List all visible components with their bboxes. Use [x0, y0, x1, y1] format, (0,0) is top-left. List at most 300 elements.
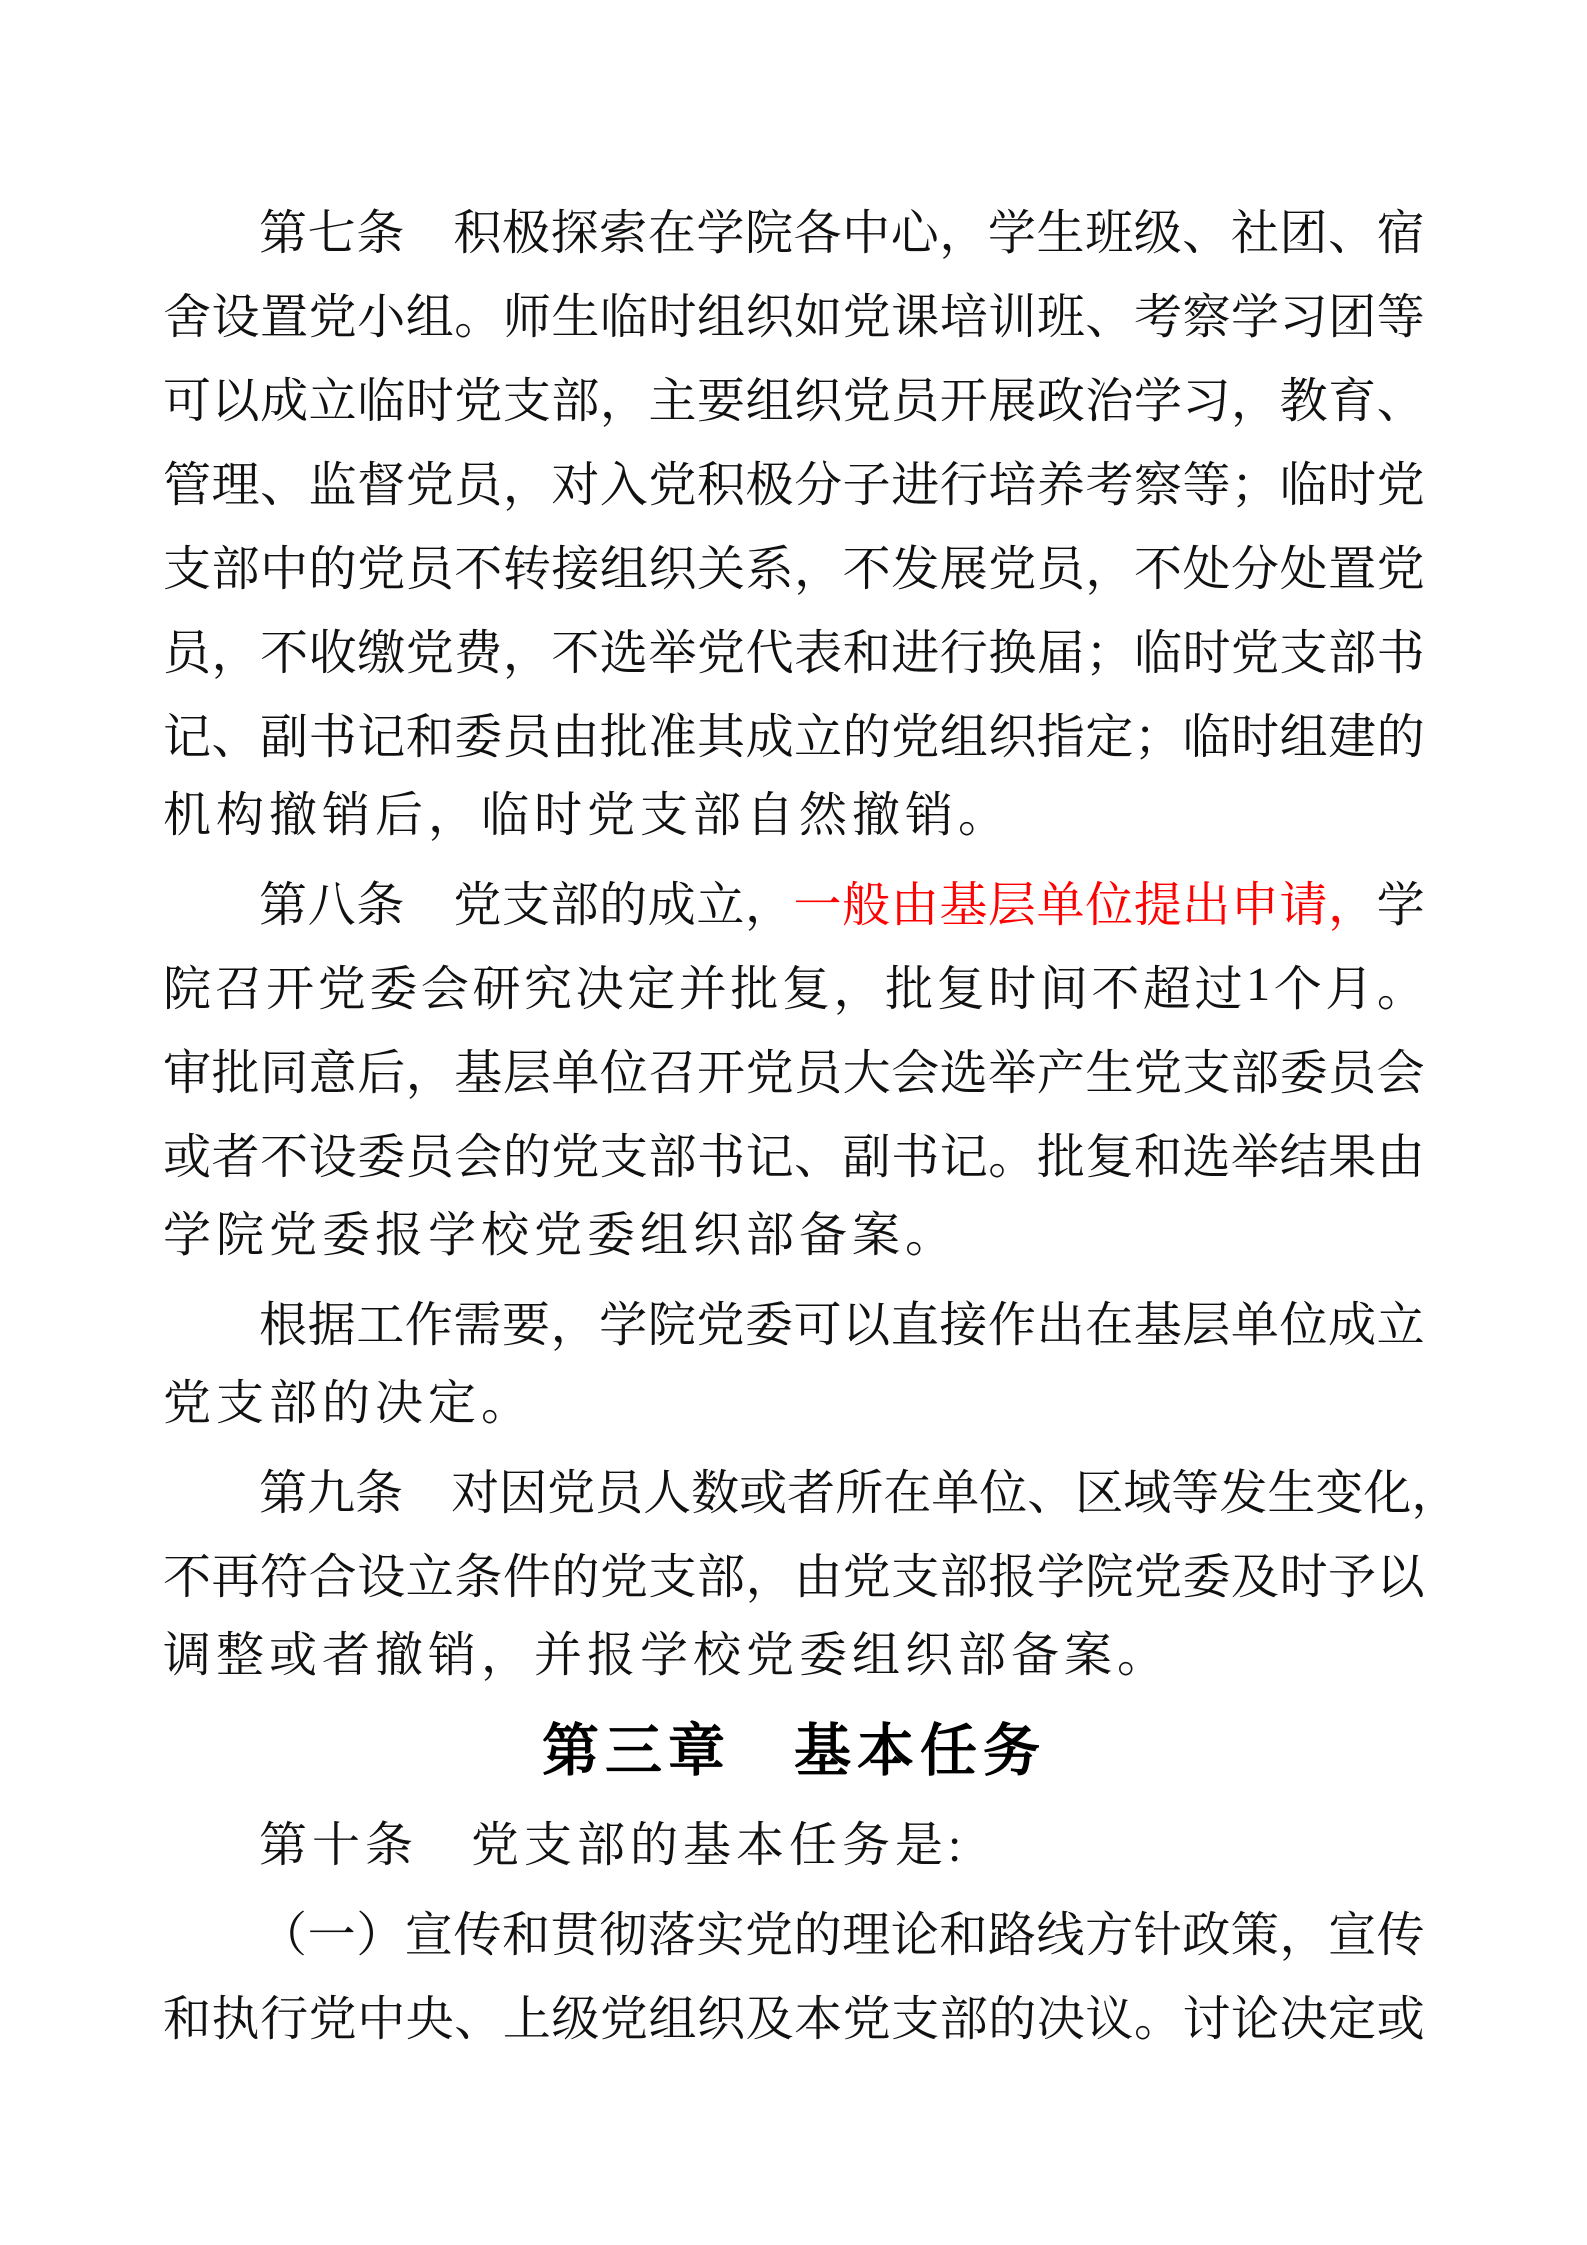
- character: 学: [696, 206, 745, 260]
- character: 举: [1231, 1130, 1280, 1184]
- character: 变: [1315, 1466, 1364, 1520]
- text-line: [163, 1278, 1425, 1362]
- character: 部: [550, 878, 599, 932]
- highlighted-character: 由: [890, 878, 939, 932]
- character: 并: [678, 962, 727, 1016]
- character: 合: [308, 1550, 357, 1604]
- character: 九: [307, 1466, 356, 1520]
- character: 、: [211, 710, 260, 764]
- character: 会: [420, 962, 469, 1016]
- text-segment: 机构撤销后，临时党支部自然撤销。: [163, 789, 1012, 842]
- character: 积: [453, 206, 502, 260]
- character: 和: [405, 710, 454, 764]
- character: 党: [317, 962, 366, 1016]
- character: 员: [1036, 542, 1085, 596]
- character: 员: [454, 458, 503, 512]
- character: 成: [745, 710, 794, 764]
- character: 代: [745, 626, 794, 680]
- character: 究: [524, 962, 573, 1016]
- character: 层: [1182, 1298, 1231, 1352]
- character: 党: [1376, 542, 1425, 596]
- text-line: [163, 1888, 1425, 1972]
- highlighted-character: 层: [987, 878, 1036, 932]
- character: 党: [745, 1046, 794, 1100]
- character: 七: [307, 206, 356, 260]
- character: 讨: [1182, 1992, 1231, 2046]
- character: 书: [308, 710, 357, 764]
- character: 织: [794, 374, 843, 428]
- character: 需: [453, 1298, 502, 1352]
- text-line: [163, 606, 1425, 690]
- character: 直: [890, 1298, 939, 1352]
- character: ，: [1279, 1908, 1328, 1962]
- character: ，: [502, 458, 551, 512]
- character: 织: [648, 542, 697, 596]
- character: 换: [988, 626, 1037, 680]
- character: 决: [1036, 1992, 1085, 2046]
- character: 党: [696, 1298, 745, 1352]
- character: 级: [551, 1992, 600, 2046]
- character: 。: [988, 1130, 1037, 1184]
- character: 作: [404, 1298, 453, 1352]
- character: 训: [988, 290, 1037, 344]
- character: 届: [1036, 626, 1085, 680]
- highlighted-character: 提: [1133, 878, 1182, 932]
- character: 学: [599, 1298, 648, 1352]
- character: 个: [1273, 962, 1322, 1016]
- character: 主: [648, 374, 697, 428]
- character: 支: [1279, 626, 1328, 680]
- character: 立: [1376, 1298, 1425, 1352]
- character: 分: [1231, 542, 1280, 596]
- text-line: [163, 1972, 1425, 2056]
- document-body: [163, 186, 1460, 2056]
- character: 中: [357, 1992, 406, 2046]
- character: ，: [833, 962, 882, 1016]
- character: 和: [939, 1908, 988, 1962]
- text-line: [163, 1026, 1425, 1110]
- character: 处: [1182, 542, 1231, 596]
- character: 党: [599, 1550, 648, 1604]
- character: 等: [1182, 458, 1231, 512]
- character: 在: [1085, 1298, 1134, 1352]
- character: 委: [454, 710, 503, 764]
- text-line: [163, 1530, 1425, 1614]
- character: 党: [357, 542, 406, 596]
- character: 由: [794, 1550, 843, 1604]
- character: 党: [842, 1550, 891, 1604]
- text-line: [163, 186, 1425, 270]
- character: 察: [1182, 290, 1231, 344]
- character: 置: [1328, 542, 1377, 596]
- character: 、: [1182, 206, 1231, 260]
- character: ，: [939, 206, 988, 260]
- highlighted-character: 位: [1085, 878, 1134, 932]
- character: 各: [793, 206, 842, 260]
- character: 开: [697, 1046, 746, 1100]
- text-line: [163, 1446, 1460, 1530]
- highlighted-character: 申: [1230, 878, 1279, 932]
- character: 、: [454, 1992, 503, 2046]
- character: 报: [988, 1550, 1037, 1604]
- character: 育: [1328, 374, 1377, 428]
- character: 党: [1231, 626, 1280, 680]
- character: 中: [260, 542, 309, 596]
- highlighted-character: 般: [842, 878, 891, 932]
- character: 展: [939, 542, 988, 596]
- character: 委: [369, 962, 418, 1016]
- character: 彻: [599, 1908, 648, 1962]
- character: 过: [1194, 962, 1243, 1016]
- character: 成: [647, 878, 696, 932]
- character: 针: [1133, 1908, 1182, 1962]
- character: 监: [308, 458, 357, 512]
- character: 以: [842, 1298, 891, 1352]
- character: 的: [793, 1908, 842, 1962]
- character: 时: [1231, 710, 1280, 764]
- character: 党: [405, 458, 454, 512]
- character: 时: [988, 962, 1037, 1016]
- character: 学: [1133, 374, 1182, 428]
- character: 举: [648, 626, 697, 680]
- character: 院: [647, 1298, 696, 1352]
- text-line: [163, 1110, 1425, 1194]
- character: 进: [891, 458, 940, 512]
- character: 件: [502, 1550, 551, 1604]
- character: 政: [1036, 374, 1085, 428]
- character: 设: [357, 1550, 406, 1604]
- character: 党: [842, 290, 891, 344]
- character: 定: [627, 962, 676, 1016]
- character: 组: [405, 290, 454, 344]
- character: 组: [599, 542, 648, 596]
- character: 党: [551, 1130, 600, 1184]
- character: 宣: [1328, 1908, 1377, 1962]
- character: 临: [1182, 710, 1231, 764]
- character: 不: [551, 626, 600, 680]
- character: 。: [1376, 962, 1425, 1016]
- character: 不: [1091, 962, 1140, 1016]
- character: ，: [1085, 542, 1134, 596]
- character: 予: [1328, 1550, 1377, 1604]
- character: ，: [744, 878, 793, 932]
- character: 心: [890, 206, 939, 260]
- character: ；: [1085, 626, 1134, 680]
- character: 党: [454, 374, 503, 428]
- character: 1: [1246, 957, 1271, 1011]
- character: 员: [163, 626, 212, 680]
- character: 舍: [163, 290, 212, 344]
- character: 培: [939, 290, 988, 344]
- character: 召: [648, 1046, 697, 1100]
- character: ，: [405, 1046, 454, 1100]
- character: 位: [979, 1466, 1028, 1520]
- character: 由: [551, 710, 600, 764]
- character: 区: [1075, 1466, 1124, 1520]
- character: 入: [599, 458, 648, 512]
- character: 的: [308, 542, 357, 596]
- character: 执: [211, 1992, 260, 2046]
- character: 行: [939, 458, 988, 512]
- character: 党: [842, 1992, 891, 2046]
- character: 支: [891, 1550, 940, 1604]
- character: ，: [211, 626, 260, 680]
- character: 小: [357, 290, 406, 344]
- character: 月: [1325, 962, 1374, 1016]
- character: 部: [648, 1130, 697, 1184]
- character: 中: [842, 206, 891, 260]
- character: 会: [1376, 1046, 1425, 1100]
- character: 党: [453, 878, 502, 932]
- character: 开: [939, 374, 988, 428]
- character: 时: [405, 374, 454, 428]
- character: 支: [501, 878, 550, 932]
- character: 分: [794, 458, 843, 512]
- character: 批: [730, 962, 779, 1016]
- character: 部: [551, 374, 600, 428]
- character: 。: [1133, 1992, 1182, 2046]
- character: 由: [1376, 1130, 1425, 1184]
- text-line: [163, 1614, 1425, 1698]
- character: 可: [163, 374, 212, 428]
- character: 处: [1279, 542, 1328, 596]
- character: 积: [697, 458, 746, 512]
- character: 论: [1231, 1992, 1280, 2046]
- text-segment: 学院党委报学校党委组织部备案。: [163, 1209, 959, 1262]
- character: 及: [1231, 1550, 1280, 1604]
- character: 的: [599, 878, 648, 932]
- highlighted-character: 基: [939, 878, 988, 932]
- character: 考: [1085, 458, 1134, 512]
- character: 、: [1328, 206, 1377, 260]
- character: 时: [1328, 458, 1377, 512]
- character: 、: [1027, 1466, 1076, 1520]
- highlighted-character: 一: [793, 878, 842, 932]
- text-line: [163, 522, 1425, 606]
- text-line: [163, 690, 1425, 774]
- text-line: [163, 1362, 1425, 1446]
- character: 极: [745, 458, 794, 512]
- character: 支: [1182, 1046, 1231, 1100]
- highlighted-character: ，: [1328, 878, 1377, 932]
- character: 路: [987, 1908, 1036, 1962]
- character: 费: [454, 626, 503, 680]
- character: 临: [357, 374, 406, 428]
- character: 党: [547, 1466, 596, 1520]
- character: 书: [1376, 626, 1425, 680]
- character: ，: [550, 1298, 599, 1352]
- character: 行: [260, 1992, 309, 2046]
- character: 支: [599, 1130, 648, 1184]
- character: 党: [697, 626, 746, 680]
- character: 超: [1142, 962, 1191, 1016]
- character: 线: [1036, 1908, 1085, 1962]
- character: [403, 1454, 451, 1523]
- character: 院: [1085, 1550, 1134, 1604]
- character: 者: [787, 1466, 836, 1520]
- character: 果: [1328, 1130, 1377, 1184]
- character: 党: [308, 1992, 357, 2046]
- character: ；: [1231, 458, 1280, 512]
- character: 员: [405, 542, 454, 596]
- character: 表: [794, 626, 843, 680]
- character: 党: [891, 710, 940, 764]
- character: 或: [163, 1130, 212, 1184]
- character: 的: [551, 1550, 600, 1604]
- character: 批: [1036, 1130, 1085, 1184]
- character: 意: [308, 1046, 357, 1100]
- character: 部: [939, 1550, 988, 1604]
- character: 临: [1133, 626, 1182, 680]
- character: 出: [1036, 1298, 1085, 1352]
- character: 织: [697, 1992, 746, 2046]
- character: 第: [259, 1466, 308, 1520]
- character: 组: [745, 374, 794, 428]
- character: 学: [987, 206, 1036, 260]
- character: 工: [356, 1298, 405, 1352]
- character: 审: [163, 1046, 212, 1100]
- character: 学: [1231, 290, 1280, 344]
- character: 基: [1133, 1298, 1182, 1352]
- character: 选: [1182, 1130, 1231, 1184]
- character: 设: [308, 1130, 357, 1184]
- character: 党: [599, 1992, 648, 2046]
- character: 党: [308, 290, 357, 344]
- character: 委: [357, 1130, 406, 1184]
- character: 部: [939, 1992, 988, 2046]
- character: 极: [501, 206, 550, 260]
- character: 不: [454, 542, 503, 596]
- character: 养: [1036, 458, 1085, 512]
- character: 学: [1036, 1550, 1085, 1604]
- character: 置: [260, 290, 309, 344]
- character: 等: [1171, 1466, 1220, 1520]
- character: 准: [648, 710, 697, 764]
- character: 的: [842, 710, 891, 764]
- character: 八: [307, 878, 356, 932]
- character: 教: [1279, 374, 1328, 428]
- character: 批: [599, 710, 648, 764]
- character: 复: [936, 962, 985, 1016]
- character: ，: [745, 1550, 794, 1604]
- character: 条: [356, 878, 405, 932]
- character: 和: [842, 626, 891, 680]
- text-segment: 党支部的决定。: [163, 1377, 535, 1430]
- character: 同: [260, 1046, 309, 1100]
- character: 收: [308, 626, 357, 680]
- character: ；: [1133, 710, 1182, 764]
- character: 习: [1182, 374, 1231, 428]
- character: 党: [1133, 1046, 1182, 1100]
- character: 织: [745, 290, 794, 344]
- character: 部: [1231, 1046, 1280, 1100]
- character: 论: [890, 1908, 939, 1962]
- character: 副: [260, 710, 309, 764]
- character: 对: [551, 458, 600, 512]
- text-line: [163, 942, 1425, 1026]
- character: 第: [259, 878, 308, 932]
- character: 团: [1328, 290, 1377, 344]
- character: 等: [1376, 290, 1425, 344]
- character: 或: [739, 1466, 788, 1520]
- character: 记: [163, 710, 212, 764]
- character: 记: [745, 1130, 794, 1184]
- character: 会: [891, 1046, 940, 1100]
- character: 要: [697, 374, 746, 428]
- character: 或: [1376, 1992, 1425, 2046]
- character: 党: [405, 626, 454, 680]
- character: 行: [939, 626, 988, 680]
- character: 组: [939, 710, 988, 764]
- character: 单: [931, 1466, 980, 1520]
- character: 记: [939, 1130, 988, 1184]
- character: 生: [1267, 1466, 1316, 1520]
- character: 建: [1328, 710, 1377, 764]
- character: 子: [842, 458, 891, 512]
- character: 宿: [1376, 206, 1425, 260]
- character: 方: [1085, 1908, 1134, 1962]
- character: 缴: [357, 626, 406, 680]
- character: 决: [575, 962, 624, 1016]
- character: 临: [599, 290, 648, 344]
- character: 上: [502, 1992, 551, 2046]
- character: 察: [1133, 458, 1182, 512]
- character: 结: [1279, 1130, 1328, 1184]
- character: 的: [1376, 710, 1425, 764]
- character: 级: [1133, 206, 1182, 260]
- character: 举: [988, 1046, 1037, 1100]
- character: 委: [1182, 1550, 1231, 1604]
- character: 管: [163, 458, 212, 512]
- chapter-heading: 第三章 基本任务: [542, 1719, 1046, 1783]
- character: 接: [551, 542, 600, 596]
- character: ，: [1411, 1466, 1460, 1520]
- character: 关: [697, 542, 746, 596]
- character: 会: [454, 1130, 503, 1184]
- character: 贯: [550, 1908, 599, 1962]
- character: 产: [1036, 1046, 1085, 1100]
- character: 生: [1085, 1046, 1134, 1100]
- character: 单: [551, 1046, 600, 1100]
- character: 党: [988, 542, 1037, 596]
- character: 组: [1279, 710, 1328, 764]
- character: 实: [696, 1908, 745, 1962]
- character: 员: [794, 1046, 843, 1100]
- character: 研: [472, 962, 521, 1016]
- character: 组: [697, 290, 746, 344]
- character: 大: [842, 1046, 891, 1100]
- character: 立: [308, 374, 357, 428]
- character: 转: [502, 542, 551, 596]
- character: 成: [260, 374, 309, 428]
- character: 指: [1036, 710, 1085, 764]
- character: 本: [794, 1992, 843, 2046]
- character: 、: [1085, 290, 1134, 344]
- text-segment: 调整或者撤销，并报学校党委组织部备案。: [163, 1629, 1171, 1682]
- character: 理: [842, 1908, 891, 1962]
- character: 者: [211, 1130, 260, 1184]
- character: ，: [599, 374, 648, 428]
- character: 支: [163, 542, 212, 596]
- character: 班: [1085, 206, 1134, 260]
- character: 立: [794, 710, 843, 764]
- character: 以: [211, 374, 260, 428]
- character: 党: [648, 458, 697, 512]
- text-line: [163, 1194, 1425, 1278]
- text-line: [163, 1804, 1425, 1888]
- character: 因: [499, 1466, 548, 1520]
- character: 一: [307, 1908, 356, 1962]
